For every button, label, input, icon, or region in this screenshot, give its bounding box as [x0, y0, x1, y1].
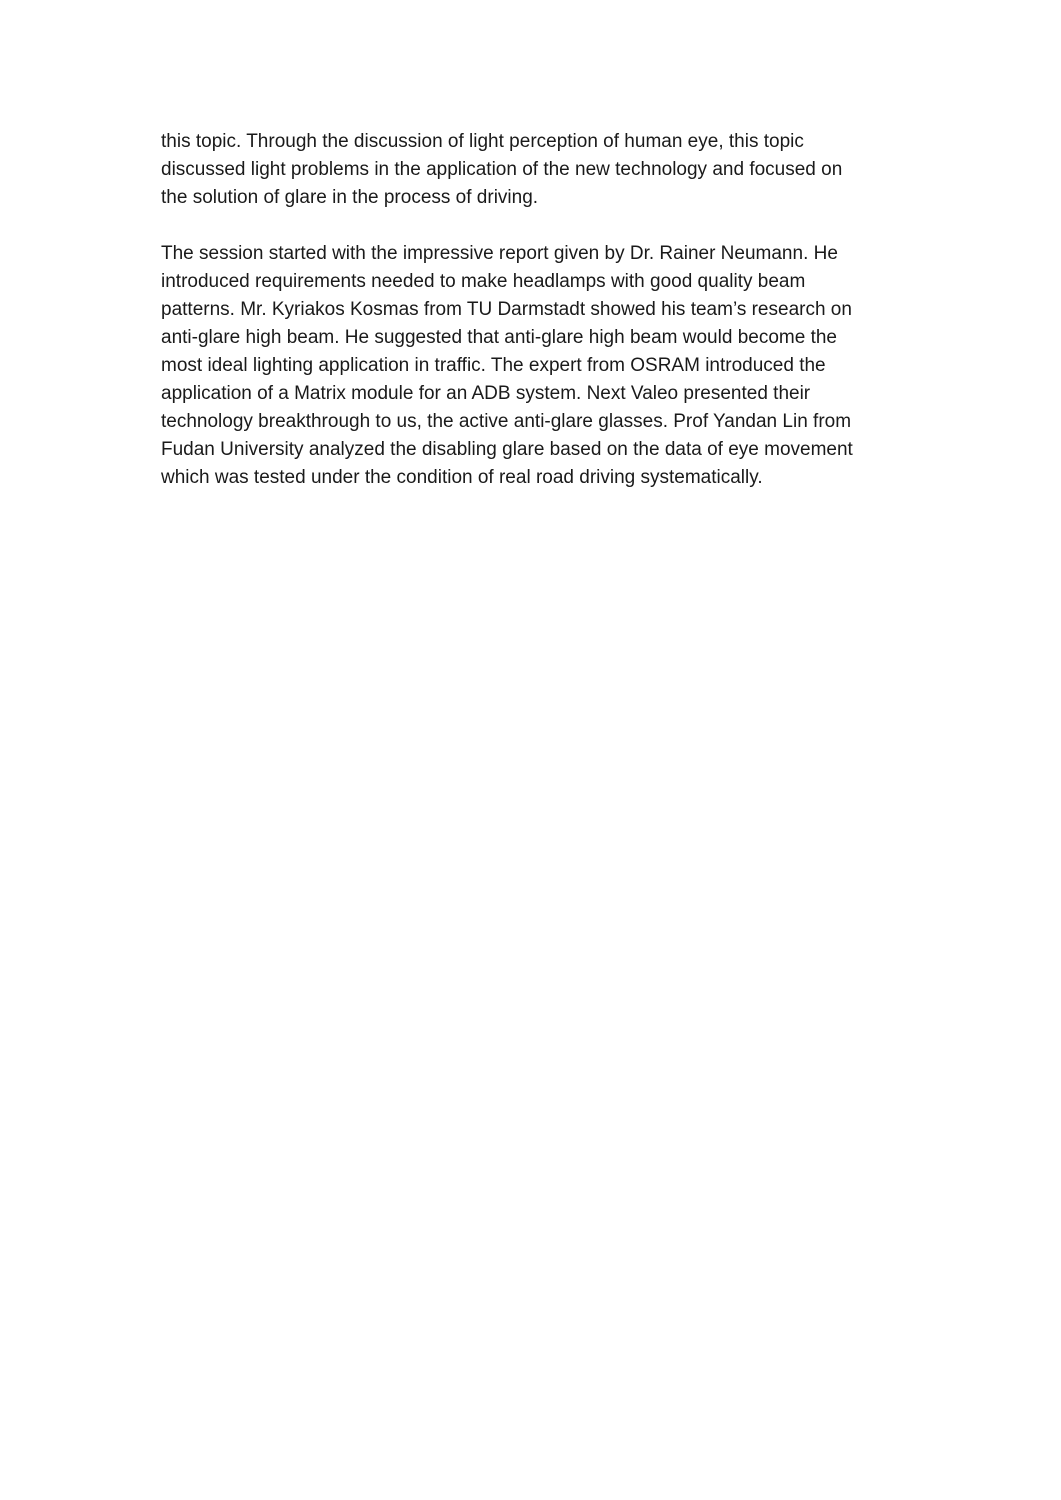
paragraph-line: introduced requirements needed to make headlamps with good quality beam [161, 271, 806, 292]
paragraph-2 [161, 240, 891, 492]
paragraph-line: Fudan University analyzed the disabling glare based on the data of eye movement [161, 439, 853, 460]
paragraph-line: The session started with the impressive report given by Dr. Rainer Neumann. He [161, 243, 838, 264]
paragraph-line: discussed light problems in the application of the new technology and focused on [161, 159, 843, 180]
document-body [161, 128, 891, 492]
paragraph-line: most ideal lighting application in traffic. The expert from OSRAM introduced the [161, 355, 826, 376]
paragraph-line: patterns. Mr. Kyriakos Kosmas from TU Darmstadt showed his team’s research on [161, 299, 852, 320]
paragraph-line: this topic. Through the discussion of light perception of human eye, this topic [161, 131, 804, 152]
paragraph-1 [161, 128, 891, 212]
paragraph-line: technology breakthrough to us, the active anti-glare glasses. Prof Yandan Lin from [161, 411, 852, 432]
paragraph-line: anti-glare high beam. He suggested that anti-glare high beam would become the [161, 327, 837, 348]
paragraph-line: application of a Matrix module for an ADB system. Next Valeo presented their [161, 383, 811, 404]
paragraph-line: which was tested under the condition of real road driving systematically. [161, 467, 763, 488]
paragraph-line: the solution of glare in the process of driving. [161, 187, 539, 208]
